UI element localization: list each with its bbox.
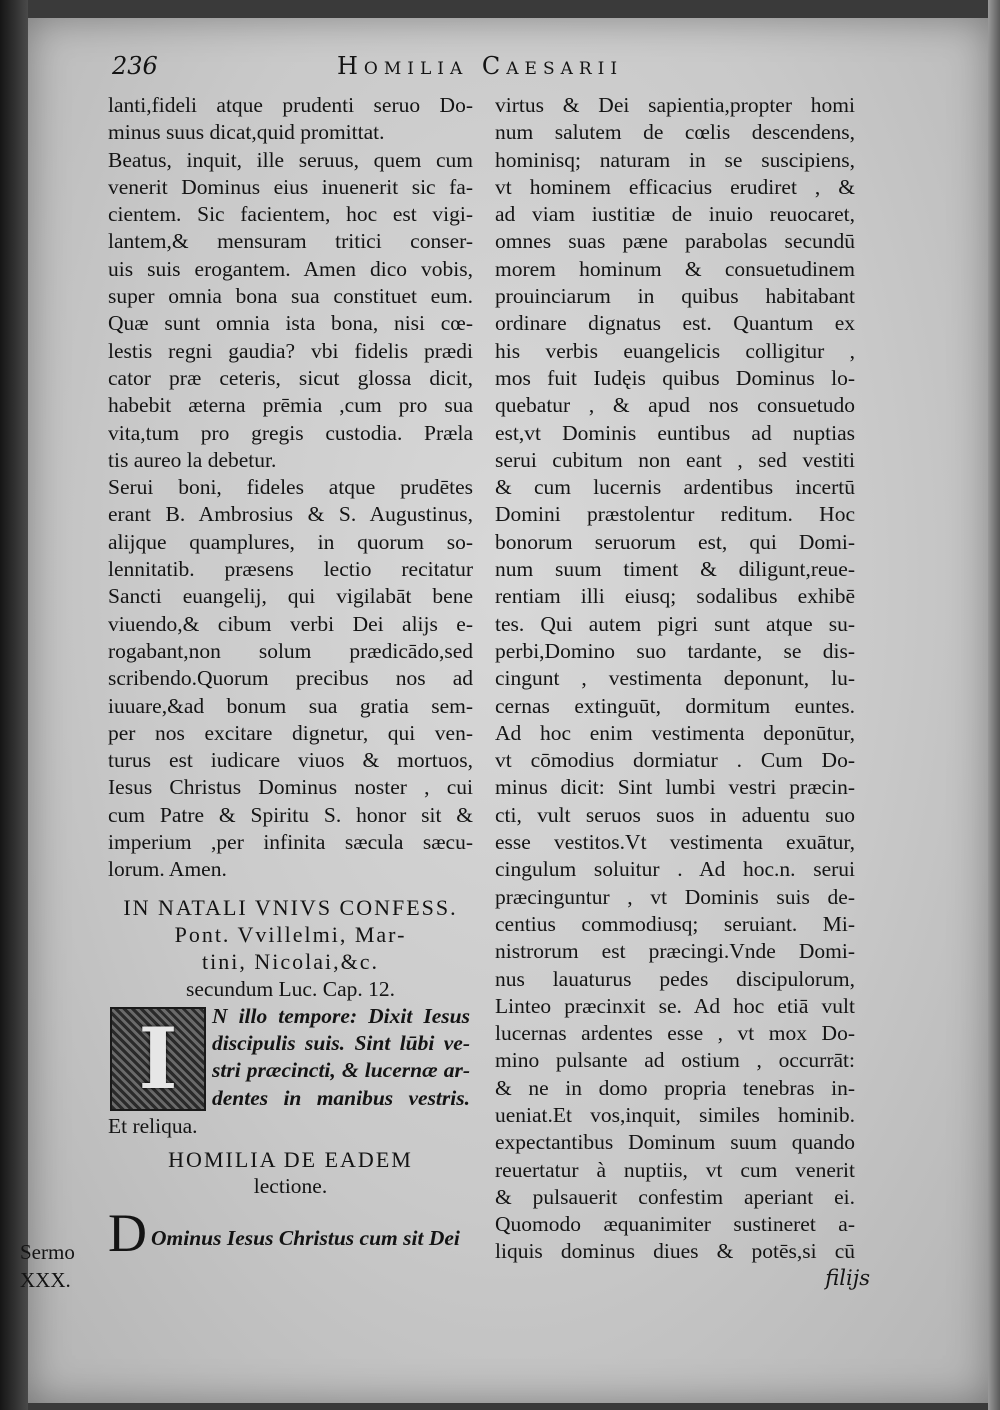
- text-line: Quomodo æquanimiter sustineret a-: [495, 1212, 855, 1237]
- text-line: Iesus Christus Dominus noster , cui: [108, 775, 473, 800]
- text-line: lorum. Amen.: [108, 857, 227, 882]
- text-line: dentes in manibus vestris.: [212, 1085, 470, 1110]
- text-line: nistrorum est præcingi.Vnde Domi-: [495, 939, 855, 964]
- feast-heading-saints-2: tini, Nicolai,&c.: [202, 949, 379, 975]
- text-line: habebit æterna prēmia ,cum pro sua: [108, 393, 473, 418]
- margin-note-sermo: Sermo: [20, 1240, 75, 1264]
- text-line: Beatus, inquit, ille seruus, quem cum: [108, 147, 473, 172]
- text-line: reuertatur à nuptiis, vt cum venerit: [495, 1157, 855, 1182]
- text-line: rentiam illi eiusq; sodalibus exhibē: [495, 584, 855, 609]
- text-line: tis aureo la debetur.: [108, 447, 277, 472]
- text-line: bonorum seruorum est, qui Domi-: [495, 529, 855, 554]
- text-line: esse vestitos.Vt vestimenta exuātur,: [495, 830, 855, 855]
- text-line: cator præ ceteris, sicut glossa dicit,: [108, 365, 473, 390]
- text-line: cti, vult seruos suos in aduentu suo: [495, 802, 855, 827]
- text-line: imperium ,per infinita sæcula sæcu-: [108, 830, 473, 855]
- text-line: & ne in domo propria tenebras in-: [495, 1075, 855, 1100]
- text-line: vt hominem efficacius erudiret , &: [495, 174, 855, 199]
- text-line: lestis regni gaudia? vbi fidelis prædi: [108, 338, 473, 363]
- text-line: liquis dominus diues & potēs,si cū: [495, 1239, 855, 1264]
- text-line: Quæ sunt omnia ista bona, nisi cœ-: [108, 311, 473, 336]
- text-line: per nos excitare dignetur, qui ven-: [108, 720, 473, 745]
- text-line: expectantibus Dominum suum quando: [495, 1130, 855, 1155]
- left-column: [108, 92, 473, 1263]
- homily-subtitle: lectione.: [253, 1174, 328, 1199]
- text-line: Linteo præcinxit se. Ad hoc etiā vult: [495, 993, 855, 1018]
- text-line: & cum lucernis ardentibus incertū: [495, 475, 855, 500]
- book-spine-shadow: [0, 0, 28, 1410]
- right-column: [495, 92, 855, 1266]
- text-line: serui cubitum non eant , sed vestiti: [495, 447, 855, 472]
- text-line: morem hominum & consuetudinem: [495, 256, 855, 281]
- gospel-reference: secundum Luc. Cap. 12.: [186, 976, 395, 1001]
- running-title: Homilia Caesarii: [337, 52, 624, 80]
- text-line: uis suis erogantem. Amen dico vobis,: [108, 256, 473, 281]
- ornamental-drop-initial: [110, 1007, 206, 1111]
- text-line: cum Patre & Spiritu S. honor sit &: [108, 802, 473, 827]
- text-line: lennitatib. præsens lectio recitatur: [108, 557, 473, 582]
- text-line: omnes suas pæne parabolas secundū: [495, 229, 855, 254]
- text-line: discipulis suis. Sint lūbi ve-: [212, 1031, 470, 1056]
- text-line: scribendo.Quorum precibus nos ad: [108, 666, 473, 691]
- text-line: cernas extinguūt, dormitum euntes.: [495, 693, 855, 718]
- text-line: num salutem de cœlis descendens,: [495, 120, 855, 145]
- text-line: lantem,& mensuram tritici conser-: [108, 229, 473, 254]
- text-line: perbi,Domino suo tardante, se dis-: [495, 638, 855, 663]
- text-line: lucernas ardentes esse , vt mox Do-: [495, 1021, 855, 1046]
- margin-note: [20, 1238, 75, 1294]
- text-line: mos fuit Iudęis quibus Dominus lo-: [495, 365, 855, 390]
- text-line: viuendo,& cibum verbi Dei alijs e-: [108, 611, 473, 636]
- text-line: ad viam iustitiæ de inuio reuocaret,: [495, 202, 855, 227]
- text-line: hominisq; naturam in se suscipiens,: [495, 147, 855, 172]
- text-line: cingulum soluitur . Ad hoc.n. serui: [495, 857, 855, 882]
- text-line: nus lauaturus pedes discipulorum,: [495, 966, 855, 991]
- running-head: [112, 52, 872, 86]
- text-line: his verbis euangelicis colligitur ,: [495, 338, 855, 363]
- text-line: tes. Qui autem pigri sunt atque su-: [495, 611, 855, 636]
- text-line: cientem. Sic facientem, hoc est vigi-: [108, 202, 473, 227]
- catchword: filijs: [825, 1266, 870, 1290]
- lection-text: [212, 1003, 470, 1112]
- text-line: alijque quamplures, in quorum so-: [108, 529, 473, 554]
- text-line: ueniat.Et vos,inquit, similes hominib.: [495, 1102, 855, 1127]
- page-edge: [988, 0, 1000, 1410]
- page-number: 236: [112, 52, 158, 80]
- drop-initial-letter: I: [138, 1009, 178, 1109]
- text-line: venerit Dominus eius inuenerit sic fa-: [108, 174, 473, 199]
- text-line: num suum timent & diligunt,reue-: [495, 557, 855, 582]
- text-line: mino pulsante ad ostium , occurrāt:: [495, 1048, 855, 1073]
- text-line: virtus & Dei sapientia,propter homi: [495, 93, 855, 117]
- text-line: quebatur , & apud nos consuetudo: [495, 393, 855, 418]
- text-line: super omnia bona sua constituet eum.: [108, 284, 473, 309]
- text-line: prouinciarum in quibus habitabant: [495, 284, 855, 309]
- text-line: est,vt Dominis euntibus ad nuptias: [495, 420, 855, 445]
- right-column-lines: [495, 92, 855, 1266]
- text-line: minus suus dicat,quid promittat.: [108, 120, 385, 145]
- text-line: vt cōmodius dormiatur . Cum Do-: [495, 748, 855, 773]
- left-column-lines: [108, 92, 473, 884]
- text-line: præcinguntur , vt Dominis suis de-: [495, 884, 855, 909]
- homily-title: HOMILIA DE EADEM: [168, 1147, 413, 1173]
- text-line: minus dicit: Sint lumbi vestri præcin-: [495, 775, 855, 800]
- text-line: N illo tempore: Dixit Iesus: [212, 1003, 470, 1028]
- homily-first-line: Ominus Iesus Christus cum sit Dei: [151, 1225, 460, 1250]
- homily-initial-d: D: [108, 1202, 147, 1263]
- homily-opening: [108, 1202, 473, 1263]
- margin-note-number: XXX.: [20, 1268, 71, 1292]
- text-line: Ad hoc enim vestimenta deponūtur,: [495, 720, 855, 745]
- text-line: Serui boni, fideles atque prudētes: [108, 475, 473, 500]
- feast-heading-saints-1: Pont. Vvillelmi, Mar-: [174, 921, 407, 947]
- text-line: vita,tum pro gregis custodia. Præla: [108, 420, 473, 445]
- gospel-lection: [108, 1003, 473, 1113]
- lection-end: Et reliqua.: [108, 1113, 198, 1138]
- text-line: lanti,fideli atque prudenti seruo Do-: [108, 93, 473, 117]
- text-line: stri præcincti, & lucernæ ar-: [212, 1058, 470, 1083]
- text-line: Sancti euangelij, qui vigilabāt bene: [108, 584, 473, 609]
- text-line: cingunt , vestimenta deponunt, lu-: [495, 666, 855, 691]
- text-line: turus est iudicare viuos & mortuos,: [108, 748, 473, 773]
- text-line: ordinare dignatus est. Quantum ex: [495, 311, 855, 336]
- text-line: iuuare,&ad bonum sua gratia sem-: [108, 693, 473, 718]
- text-line: rogabant,non solum prædicādo,sed: [108, 638, 473, 663]
- feast-heading: IN NATALI VNIVS CONFESS.: [123, 894, 458, 920]
- text-line: centius commodiusq; seruiant. Mi-: [495, 911, 855, 936]
- text-line: erant B. Ambrosius & S. Augustinus,: [108, 502, 473, 527]
- text-line: & pulsauerit confestim aperiant ei.: [495, 1184, 855, 1209]
- text-line: Domini præstolentur reditum. Hoc: [495, 502, 855, 527]
